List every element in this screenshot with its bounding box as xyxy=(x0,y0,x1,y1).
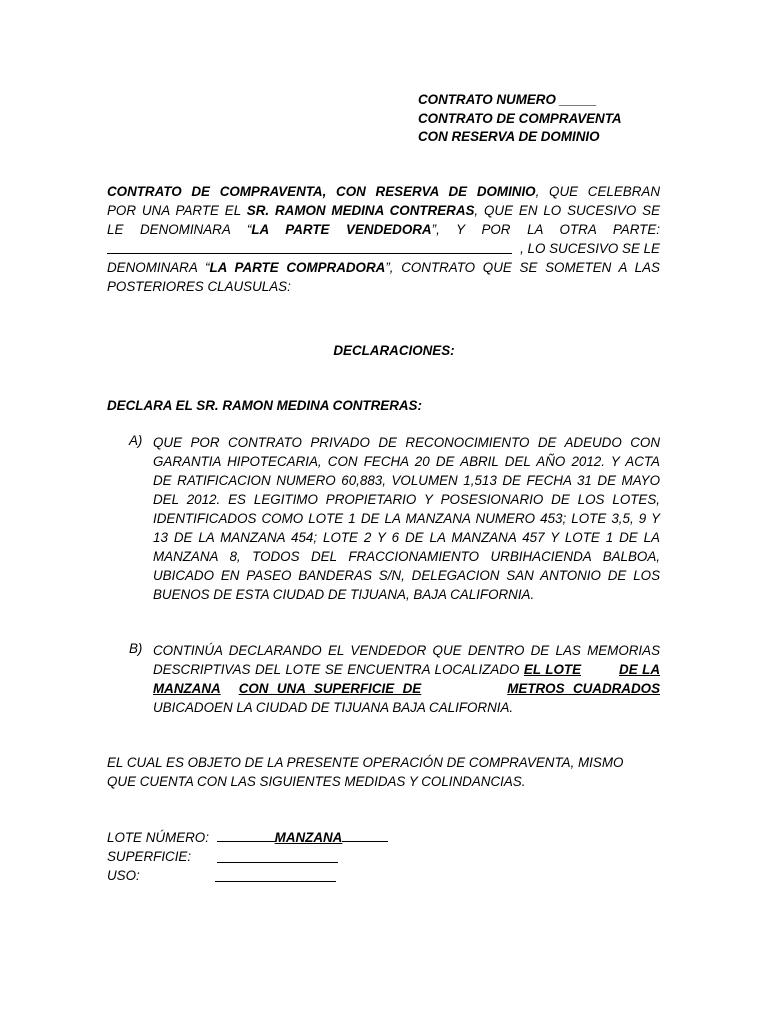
seller-name: SR. RAMON MEDINA CONTRERAS xyxy=(246,203,475,218)
intro-text: DENOMINARA “ xyxy=(107,260,210,275)
declara-heading: DECLARA EL SR. RAMON MEDINA CONTRERAS: xyxy=(107,398,422,413)
item-b-text: DESCRIPTIVAS DEL LOTE SE ENCUENTRA LOCALIZADO xyxy=(153,662,524,677)
use-label: USO: xyxy=(107,868,140,883)
intro-text: POR UNA PARTE EL xyxy=(107,203,247,218)
contract-number-line: CONTRATO NUMERO _____ xyxy=(418,92,597,107)
surface-label: SUPERFICIE: xyxy=(107,849,192,864)
item-b-line: UBICADOEN LA CIUDAD DE TIJUANA BAJA CALIFORNIA. xyxy=(153,700,514,715)
object-line: QUE CUENTA CON LAS SIGUIENTES MEDIDAS Y COLINDANCIAS. xyxy=(107,774,526,789)
lot-number-label: LOTE NÚMERO: xyxy=(107,830,209,845)
intro-text: POSTERIORES CLAUSULAS: xyxy=(107,279,291,294)
object-line: EL CUAL ES OBJETO DE LA PRESENTE OPERACIÓN DE COMPRAVENTA, MISMO xyxy=(107,755,624,770)
item-b-line: CONTINÚA DECLARANDO EL VENDEDOR QUE DENTRO DE LAS MEMORIAS xyxy=(153,643,660,658)
use-row xyxy=(107,866,388,885)
intro-contract-title: CONTRATO DE COMPRAVENTA, CON RESERVA DE DOMINIO xyxy=(107,184,536,199)
item-a-line: MANZANA 8, TODOS DEL FRACCIONAMIENTO URBIHACIENDA BALBOA, xyxy=(153,549,660,564)
seller-party-label: LA PARTE VENDEDORA xyxy=(251,222,432,237)
object-paragraph xyxy=(107,753,660,791)
contract-type-line: CONTRATO DE COMPRAVENTA xyxy=(418,110,622,126)
item-a-line: UBICADO EN PASEO BANDERAS S/N, DELEGACION SAN ANTONIO DE LOS xyxy=(153,568,660,583)
buyer-name-blank xyxy=(107,241,512,254)
item-a-line: BUENOS DE ESTA CIUDAD DE TIJUANA, BAJA CALIFORNIA. xyxy=(153,587,535,602)
item-b-line xyxy=(153,660,660,679)
declaration-item-a xyxy=(107,433,660,604)
buyer-party-label: LA PARTE COMPRADORA xyxy=(209,260,386,275)
intro-text: ”, CONTRATO QUE SE SOMETEN A LAS xyxy=(385,260,660,275)
item-a-line: DE RATIFICACION NUMERO 60,883, VOLUMEN 1,513 DE FECHA 31 DE MAYO xyxy=(153,473,660,488)
item-marker: A) xyxy=(129,433,143,448)
intro-text: , QUE CELEBRAN xyxy=(535,184,660,199)
intro-text: LE DENOMINARA “ xyxy=(107,222,252,237)
intro-text: , LO SUCESIVO SE LE xyxy=(520,241,660,256)
manzana-blank xyxy=(342,829,388,842)
item-marker: B) xyxy=(129,641,143,656)
item-a-line: IDENTIFICADOS COMO LOTE 1 DE LA MANZANA NUMERO 453; LOTE 3,5, 9 Y xyxy=(153,511,660,526)
intro-paragraph xyxy=(107,182,660,296)
item-a-line: GARANTIA HIPOTECARIA, CON FECHA 20 DE ABRIL DEL AÑO 2012. Y ACTA xyxy=(153,454,660,469)
item-a-line: 13 DE LA MANZANA 454; LOTE 2 Y 6 DE LA MANZANA 457 Y LOTE 1 DE LA xyxy=(153,530,660,545)
contract-reserve-line: CON RESERVA DE DOMINIO xyxy=(418,129,600,144)
lot-number-row xyxy=(107,828,388,847)
declaraciones-title: DECLARACIONES: xyxy=(333,343,455,358)
manzana-superficie-field: MANZANA CON UNA SUPERFICIE DE METROS CUADRADOS xyxy=(153,681,660,696)
intro-text: , QUE EN LO SUCESIVO SE xyxy=(474,203,661,218)
item-a-line: QUE POR CONTRATO PRIVADO DE RECONOCIMIENTO DE ADEUDO CON xyxy=(153,435,660,450)
contract-header xyxy=(418,91,622,147)
surface-blank xyxy=(217,850,338,863)
item-a-line: DEL 2012. ES LEGITIMO PROPIETARIO Y POSESIONARIO DE LOS LOTES, xyxy=(153,492,660,507)
use-blank xyxy=(215,869,336,882)
lot-details xyxy=(107,828,388,885)
intro-text: ”, Y POR LA OTRA PARTE: xyxy=(431,222,660,237)
declaration-item-b xyxy=(107,641,660,717)
item-b-line xyxy=(153,679,660,698)
lot-number-blank xyxy=(217,829,275,842)
lot-label: EL LOTE DE LA xyxy=(523,662,661,677)
manzana-label: MANZANA xyxy=(274,830,343,845)
surface-row xyxy=(107,847,388,866)
